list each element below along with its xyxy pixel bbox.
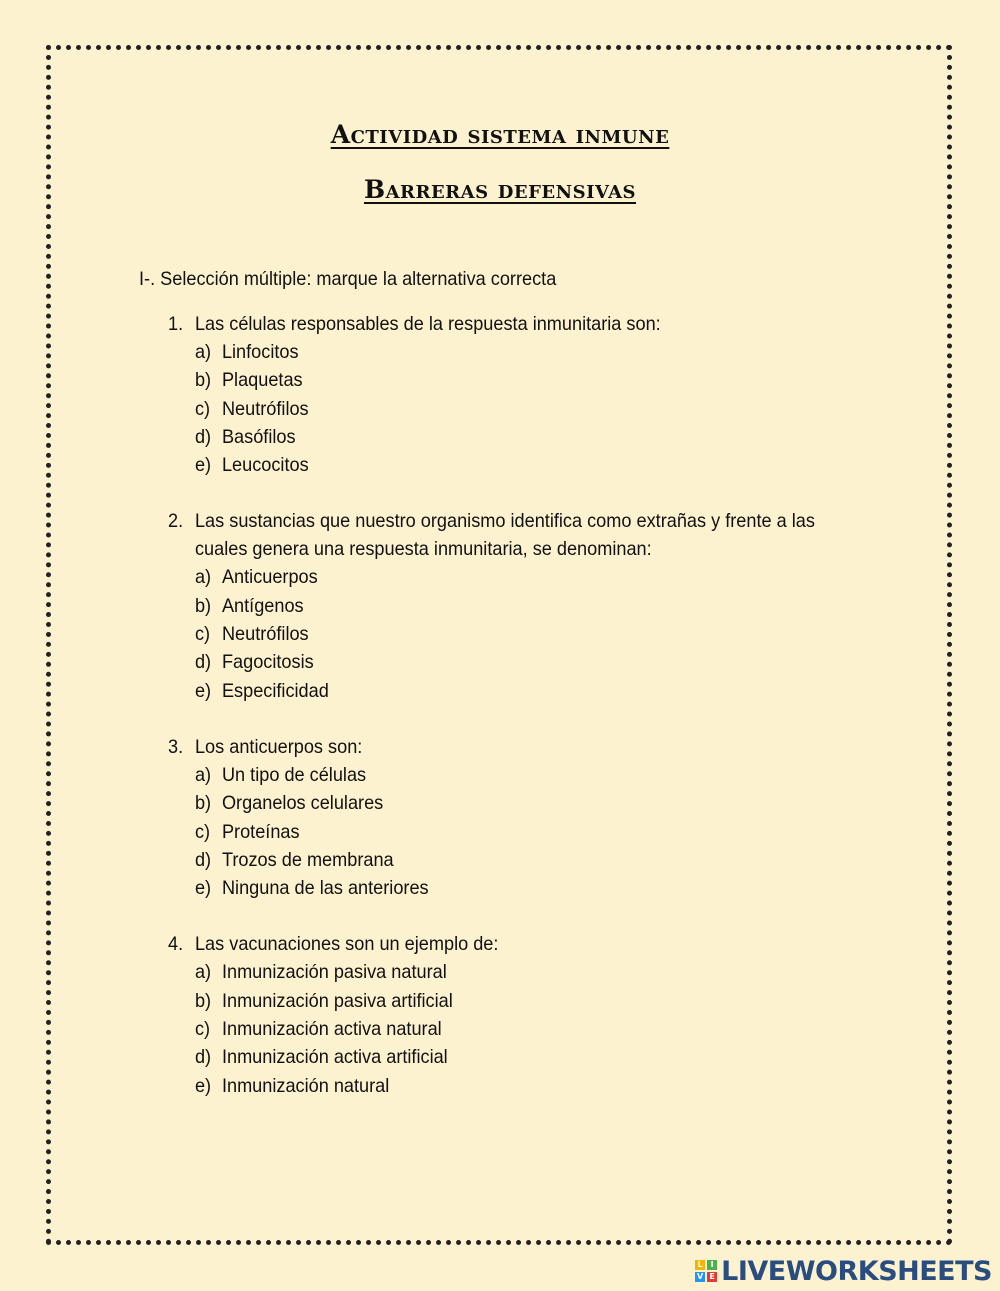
answer-option[interactable] <box>168 1072 838 1100</box>
option-letter: e) <box>194 679 212 702</box>
question-2 <box>168 507 888 704</box>
option-text: Neutrófilos <box>221 623 309 646</box>
option-letter: d) <box>194 651 212 674</box>
option-letter: e) <box>194 1074 212 1097</box>
answer-option[interactable] <box>168 1043 838 1071</box>
answer-option[interactable] <box>168 789 838 817</box>
answer-option[interactable] <box>168 761 838 789</box>
option-text: Plaquetas <box>221 369 303 392</box>
option-letter: e) <box>194 877 212 900</box>
answer-option[interactable] <box>168 563 838 591</box>
question-number: 1. <box>168 313 184 335</box>
question-text: Las sustancias que nuestro organismo identifica como extrañas y frente a las cuales genera una respuesta inmunitaria, se denominan: <box>194 510 815 561</box>
answer-option[interactable] <box>168 874 838 902</box>
answer-option[interactable] <box>168 846 838 874</box>
option-text: Un tipo de células <box>221 763 367 786</box>
answer-option[interactable] <box>168 987 838 1015</box>
option-letter: c) <box>194 397 211 420</box>
liveworksheets-logo <box>695 1256 992 1286</box>
answer-option[interactable] <box>168 395 838 423</box>
option-text: Especificidad <box>221 679 329 702</box>
option-letter: b) <box>194 369 212 392</box>
option-letter: a) <box>194 763 212 786</box>
option-letter: d) <box>194 1046 212 1069</box>
option-text: Anticuerpos <box>221 566 318 589</box>
option-text: Basófilos <box>221 425 296 448</box>
answer-option[interactable] <box>168 958 838 986</box>
answer-option[interactable] <box>168 620 838 648</box>
option-text: Organelos celulares <box>221 792 384 815</box>
option-letter: c) <box>194 623 211 646</box>
option-letter: a) <box>194 566 212 589</box>
option-text: Fagocitosis <box>221 651 314 674</box>
option-text: Inmunización pasiva artificial <box>221 989 453 1012</box>
option-text: Inmunización activa artificial <box>221 1046 448 1069</box>
answer-option[interactable] <box>168 592 838 620</box>
logo-letter-tile: I <box>707 1260 717 1270</box>
answer-option[interactable] <box>168 677 838 705</box>
question-number: 3. <box>168 735 184 758</box>
question-list <box>168 310 888 1128</box>
question-number: 4. <box>168 933 184 956</box>
question-1 <box>168 310 888 479</box>
answer-option[interactable] <box>168 818 838 846</box>
answer-option[interactable] <box>168 423 838 451</box>
option-text: Neutrófilos <box>221 397 309 420</box>
answer-option[interactable] <box>168 366 838 394</box>
question-3 <box>168 733 888 902</box>
option-letter: d) <box>194 425 212 448</box>
option-text: Trozos de membrana <box>221 848 394 871</box>
option-text: Inmunización natural <box>221 1074 390 1097</box>
answer-option[interactable] <box>168 451 838 479</box>
answer-option[interactable] <box>168 648 838 676</box>
option-text: Inmunización pasiva natural <box>221 961 447 984</box>
option-letter: a) <box>194 341 212 363</box>
question-text: Las vacunaciones son un ejemplo de: <box>194 933 499 956</box>
question-4 <box>168 930 888 1099</box>
option-text: Proteínas <box>221 820 300 843</box>
option-text: Ninguna de las anteriores <box>221 877 429 900</box>
answer-option[interactable] <box>168 1015 838 1043</box>
question-stem <box>168 507 856 563</box>
option-letter: b) <box>194 594 212 617</box>
logo-mark-icon <box>695 1260 717 1282</box>
option-letter: b) <box>194 989 212 1012</box>
section-instruction: I-. Selección múltiple: marque la alternativa correcta <box>139 268 557 290</box>
logo-letter-tile: V <box>697 1272 704 1281</box>
worksheet-subtitle: Barreras defensivas <box>363 175 637 204</box>
option-text: Antígenos <box>221 594 304 617</box>
logo-letter-tile: L <box>695 1260 705 1270</box>
worksheet-title: Actividad sistema inmune <box>330 120 670 149</box>
option-letter: d) <box>194 848 212 871</box>
option-text: Linfocitos <box>221 341 299 363</box>
question-text: Las células responsables de la respuesta inmunitaria son: <box>194 313 661 335</box>
question-number: 2. <box>168 510 184 533</box>
logo-text: LIVEWORKSHEETS <box>721 1255 992 1287</box>
question-stem <box>168 310 856 338</box>
logo-letter-tile: E <box>707 1272 717 1282</box>
option-letter: e) <box>194 454 212 477</box>
option-text: Inmunización activa natural <box>221 1018 442 1041</box>
option-letter: c) <box>194 1018 211 1041</box>
option-letter: b) <box>194 792 212 815</box>
question-stem <box>168 733 856 761</box>
question-text: Los anticuerpos son: <box>194 735 363 758</box>
answer-option[interactable] <box>168 338 838 366</box>
question-stem <box>168 930 856 958</box>
option-letter: c) <box>194 820 211 843</box>
option-letter: a) <box>194 961 212 984</box>
option-text: Leucocitos <box>221 454 309 477</box>
